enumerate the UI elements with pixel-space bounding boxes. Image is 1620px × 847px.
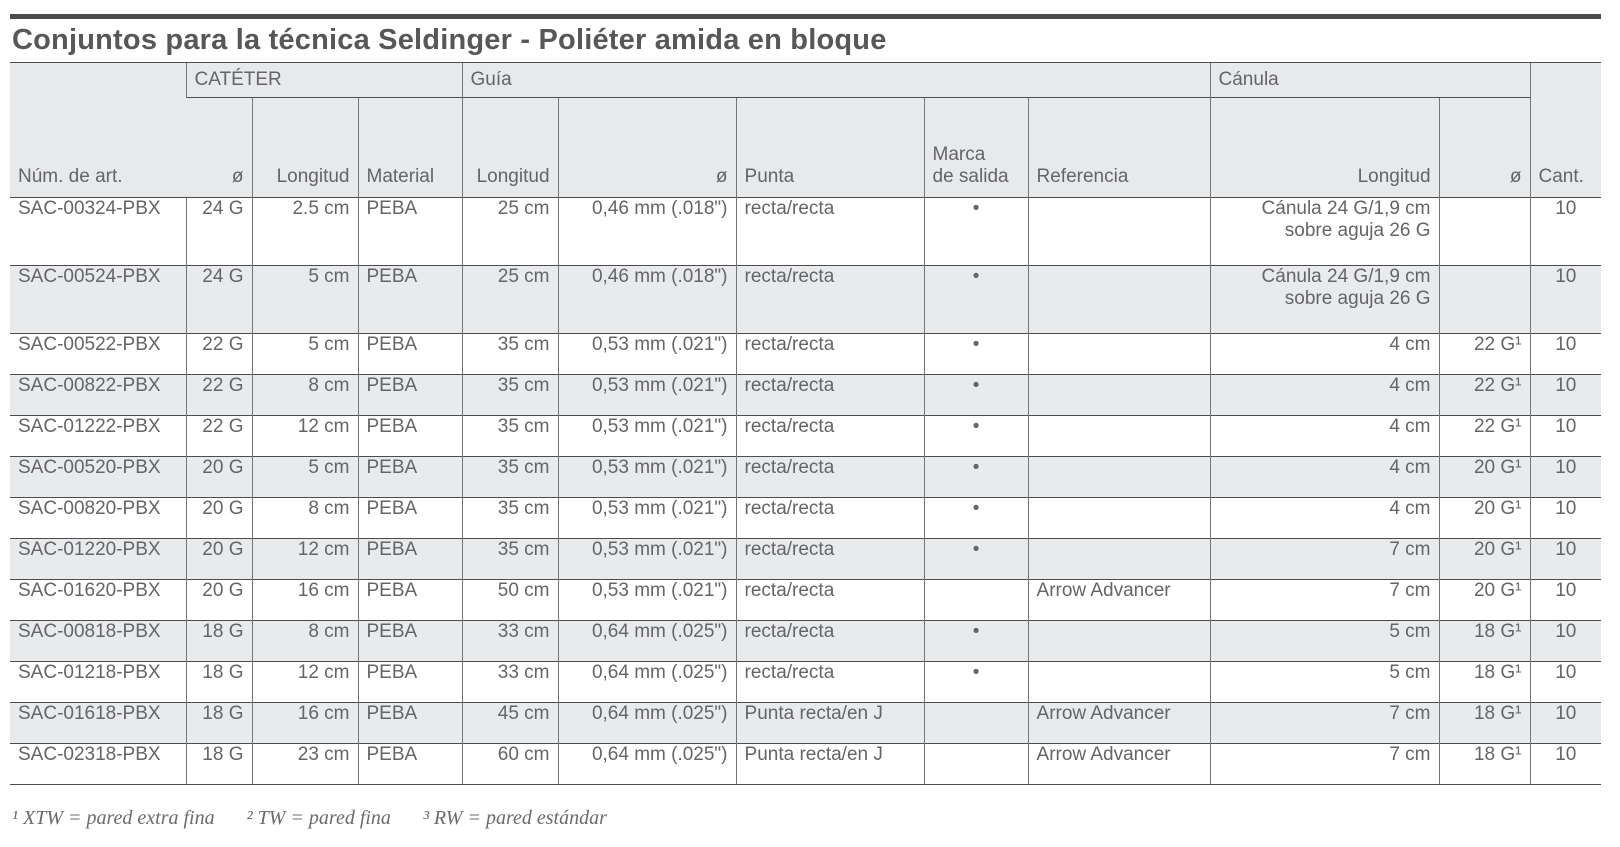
cell-guide-diameter: 0,64 mm (.025") xyxy=(558,744,736,785)
cell-material: PEBA xyxy=(358,621,462,662)
cell-exit-mark: • xyxy=(924,334,1028,375)
cell-num-art: SAC-00820-PBX xyxy=(10,498,186,539)
footnote: ¹ XTW = pared extra fina xyxy=(12,807,215,829)
cell-cannula-diameter: 20 G¹ xyxy=(1439,539,1530,580)
cell-exit-mark: • xyxy=(924,621,1028,662)
cell-material: PEBA xyxy=(358,457,462,498)
table-body xyxy=(10,198,1601,785)
col-header-material: Material xyxy=(358,98,462,198)
cell-num-art: SAC-01618-PBX xyxy=(10,703,186,744)
group-header-catheter: CATÉTER xyxy=(186,63,462,98)
cell-exit-mark: • xyxy=(924,539,1028,580)
cell-num-art: SAC-01218-PBX xyxy=(10,662,186,703)
cell-tip: recta/recta xyxy=(736,580,924,621)
cell-cat-diameter: 20 G xyxy=(186,498,252,539)
cell-reference xyxy=(1028,198,1210,266)
footnote: ² TW = pared fina xyxy=(246,807,391,829)
cell-cat-length: 8 cm xyxy=(252,621,358,662)
table-row xyxy=(10,334,1601,375)
cell-cannula-diameter: 18 G¹ xyxy=(1439,744,1530,785)
cell-qty: 10 xyxy=(1530,375,1601,416)
cell-exit-mark: • xyxy=(924,375,1028,416)
cell-cat-length: 5 cm xyxy=(252,334,358,375)
cell-reference xyxy=(1028,539,1210,580)
table-row xyxy=(10,703,1601,744)
cell-cat-diameter: 24 G xyxy=(186,198,252,266)
cell-cat-diameter: 24 G xyxy=(186,266,252,334)
cell-cat-diameter: 18 G xyxy=(186,703,252,744)
cell-reference xyxy=(1028,416,1210,457)
cell-reference xyxy=(1028,334,1210,375)
cell-guide-diameter: 0,53 mm (.021") xyxy=(558,457,736,498)
cell-cannula-diameter: 18 G¹ xyxy=(1439,662,1530,703)
cell-guide-diameter: 0,53 mm (.021") xyxy=(558,498,736,539)
group-header-canula: Cánula xyxy=(1210,63,1530,98)
cell-qty: 10 xyxy=(1530,266,1601,334)
cell-cat-diameter: 22 G xyxy=(186,375,252,416)
cell-cannula-diameter xyxy=(1439,266,1530,334)
cell-exit-mark: • xyxy=(924,266,1028,334)
col-header-exit-mark: Marca de salida xyxy=(924,98,1028,198)
cell-tip: recta/recta xyxy=(736,662,924,703)
cell-cannula-length: 5 cm xyxy=(1210,621,1439,662)
cell-num-art: SAC-00324-PBX xyxy=(10,198,186,266)
cell-num-art: SAC-00524-PBX xyxy=(10,266,186,334)
table-row xyxy=(10,375,1601,416)
cell-cannula-diameter: 18 G¹ xyxy=(1439,703,1530,744)
cell-cat-length: 16 cm xyxy=(252,580,358,621)
cell-num-art: SAC-01620-PBX xyxy=(10,580,186,621)
cell-exit-mark: • xyxy=(924,498,1028,539)
table-row xyxy=(10,539,1601,580)
col-header-cat-length: Longitud xyxy=(252,98,358,198)
cell-tip: Punta recta/en J xyxy=(736,744,924,785)
table-row xyxy=(10,416,1601,457)
table-row xyxy=(10,198,1601,266)
cell-cat-length: 23 cm xyxy=(252,744,358,785)
cell-guide-length: 50 cm xyxy=(462,580,558,621)
table-row xyxy=(10,266,1601,334)
cell-material: PEBA xyxy=(358,266,462,334)
cell-exit-mark xyxy=(924,703,1028,744)
cell-guide-diameter: 0,53 mm (.021") xyxy=(558,334,736,375)
cell-material: PEBA xyxy=(358,662,462,703)
table-header xyxy=(10,63,1601,198)
cell-cannula-length: 4 cm xyxy=(1210,416,1439,457)
col-header-num-art: Núm. de art. xyxy=(10,63,186,198)
cell-cannula-length: 4 cm xyxy=(1210,334,1439,375)
cell-qty: 10 xyxy=(1530,744,1601,785)
cell-guide-length: 33 cm xyxy=(462,662,558,703)
cell-material: PEBA xyxy=(358,416,462,457)
cell-guide-length: 35 cm xyxy=(462,375,558,416)
cell-num-art: SAC-02318-PBX xyxy=(10,744,186,785)
cell-tip: recta/recta xyxy=(736,539,924,580)
cell-cannula-diameter: 22 G¹ xyxy=(1439,375,1530,416)
cell-tip: recta/recta xyxy=(736,416,924,457)
cell-cannula-length: 5 cm xyxy=(1210,662,1439,703)
cell-num-art: SAC-01222-PBX xyxy=(10,416,186,457)
cell-cannula-diameter: 18 G¹ xyxy=(1439,621,1530,662)
cell-qty: 10 xyxy=(1530,662,1601,703)
table-row xyxy=(10,580,1601,621)
cell-cannula-length: 7 cm xyxy=(1210,539,1439,580)
cell-cat-length: 5 cm xyxy=(252,266,358,334)
cell-guide-diameter: 0,53 mm (.021") xyxy=(558,539,736,580)
cell-qty: 10 xyxy=(1530,703,1601,744)
cell-cat-diameter: 22 G xyxy=(186,334,252,375)
cell-cat-diameter: 20 G xyxy=(186,580,252,621)
cell-exit-mark: • xyxy=(924,457,1028,498)
cell-cat-length: 12 cm xyxy=(252,416,358,457)
cell-reference xyxy=(1028,662,1210,703)
cell-guide-diameter: 0,53 mm (.021") xyxy=(558,375,736,416)
cell-cannula-length: Cánula 24 G/1,9 cm sobre aguja 26 G xyxy=(1210,198,1439,266)
cell-cannula-length: 7 cm xyxy=(1210,580,1439,621)
col-header-guide-diameter: ø xyxy=(558,98,736,198)
cell-tip: Punta recta/en J xyxy=(736,703,924,744)
cell-reference xyxy=(1028,266,1210,334)
cell-guide-length: 35 cm xyxy=(462,539,558,580)
cell-tip: recta/recta xyxy=(736,334,924,375)
cell-material: PEBA xyxy=(358,498,462,539)
cell-guide-diameter: 0,53 mm (.021") xyxy=(558,416,736,457)
cell-num-art: SAC-00522-PBX xyxy=(10,334,186,375)
cell-guide-length: 35 cm xyxy=(462,498,558,539)
cell-guide-length: 35 cm xyxy=(462,334,558,375)
cell-guide-diameter: 0,46 mm (.018") xyxy=(558,266,736,334)
col-header-cant: Cant. xyxy=(1530,63,1601,198)
cell-exit-mark: • xyxy=(924,198,1028,266)
cell-reference: Arrow Advancer xyxy=(1028,703,1210,744)
cell-num-art: SAC-00822-PBX xyxy=(10,375,186,416)
cell-material: PEBA xyxy=(358,744,462,785)
col-header-cat-diameter: ø xyxy=(186,98,252,198)
group-header-guia: Guía xyxy=(462,63,1210,98)
cell-cat-diameter: 18 G xyxy=(186,662,252,703)
cell-cat-diameter: 18 G xyxy=(186,744,252,785)
page-title: Conjuntos para la técnica Seldinger - Poliéter amida en bloque xyxy=(12,24,887,56)
cell-cannula-diameter: 20 G¹ xyxy=(1439,457,1530,498)
cell-qty: 10 xyxy=(1530,334,1601,375)
cell-exit-mark xyxy=(924,580,1028,621)
cell-cannula-diameter xyxy=(1439,198,1530,266)
cell-material: PEBA xyxy=(358,198,462,266)
cell-tip: recta/recta xyxy=(736,498,924,539)
cell-qty: 10 xyxy=(1530,621,1601,662)
cell-cannula-length: 4 cm xyxy=(1210,375,1439,416)
cell-guide-diameter: 0,64 mm (.025") xyxy=(558,621,736,662)
cell-num-art: SAC-01220-PBX xyxy=(10,539,186,580)
table-row xyxy=(10,621,1601,662)
cell-exit-mark: • xyxy=(924,662,1028,703)
cell-qty: 10 xyxy=(1530,580,1601,621)
col-header-tip: Punta xyxy=(736,98,924,198)
cell-material: PEBA xyxy=(358,580,462,621)
table-row xyxy=(10,457,1601,498)
cell-qty: 10 xyxy=(1530,457,1601,498)
col-header-guide-length: Longitud xyxy=(462,98,558,198)
cell-cat-length: 8 cm xyxy=(252,375,358,416)
cell-cannula-diameter: 20 G¹ xyxy=(1439,498,1530,539)
cell-material: PEBA xyxy=(358,334,462,375)
cell-guide-length: 35 cm xyxy=(462,457,558,498)
cell-cannula-length: 7 cm xyxy=(1210,744,1439,785)
cell-cannula-length: Cánula 24 G/1,9 cm sobre aguja 26 G xyxy=(1210,266,1439,334)
col-header-cannula-diameter: ø xyxy=(1439,98,1530,198)
cell-guide-diameter: 0,64 mm (.025") xyxy=(558,662,736,703)
cell-reference: Arrow Advancer xyxy=(1028,744,1210,785)
cell-tip: recta/recta xyxy=(736,621,924,662)
cell-cannula-diameter: 22 G¹ xyxy=(1439,334,1530,375)
cell-cat-length: 5 cm xyxy=(252,457,358,498)
cell-guide-length: 60 cm xyxy=(462,744,558,785)
cell-reference xyxy=(1028,621,1210,662)
cell-num-art: SAC-00818-PBX xyxy=(10,621,186,662)
cell-qty: 10 xyxy=(1530,498,1601,539)
cell-reference xyxy=(1028,457,1210,498)
col-header-cannula-length: Longitud xyxy=(1210,98,1439,198)
footnote: ³ RW = pared estándar xyxy=(422,807,607,829)
cell-tip: recta/recta xyxy=(736,266,924,334)
cell-guide-length: 25 cm xyxy=(462,266,558,334)
cell-exit-mark xyxy=(924,744,1028,785)
product-table xyxy=(10,62,1601,785)
cell-material: PEBA xyxy=(358,539,462,580)
cell-cannula-length: 4 cm xyxy=(1210,457,1439,498)
cell-cat-length: 16 cm xyxy=(252,703,358,744)
cell-tip: recta/recta xyxy=(736,198,924,266)
cell-cannula-length: 7 cm xyxy=(1210,703,1439,744)
col-header-reference: Referencia xyxy=(1028,98,1210,198)
cell-qty: 10 xyxy=(1530,539,1601,580)
cell-guide-length: 25 cm xyxy=(462,198,558,266)
cell-guide-diameter: 0,64 mm (.025") xyxy=(558,703,736,744)
cell-cannula-diameter: 20 G¹ xyxy=(1439,580,1530,621)
table-row xyxy=(10,498,1601,539)
cell-reference: Arrow Advancer xyxy=(1028,580,1210,621)
cell-cat-diameter: 22 G xyxy=(186,416,252,457)
footnotes xyxy=(12,807,1606,830)
cell-cannula-diameter: 22 G¹ xyxy=(1439,416,1530,457)
cell-guide-diameter: 0,46 mm (.018") xyxy=(558,198,736,266)
cell-reference xyxy=(1028,375,1210,416)
cell-tip: recta/recta xyxy=(736,375,924,416)
table-row xyxy=(10,662,1601,703)
cell-qty: 10 xyxy=(1530,198,1601,266)
cell-reference xyxy=(1028,498,1210,539)
cell-guide-length: 33 cm xyxy=(462,621,558,662)
cell-cat-length: 12 cm xyxy=(252,662,358,703)
cell-cat-diameter: 20 G xyxy=(186,539,252,580)
column-header-row xyxy=(10,98,1601,198)
cell-guide-length: 45 cm xyxy=(462,703,558,744)
cell-cat-length: 2.5 cm xyxy=(252,198,358,266)
cell-guide-length: 35 cm xyxy=(462,416,558,457)
cell-cat-diameter: 18 G xyxy=(186,621,252,662)
cell-cat-length: 12 cm xyxy=(252,539,358,580)
cell-tip: recta/recta xyxy=(736,457,924,498)
cell-cannula-length: 4 cm xyxy=(1210,498,1439,539)
cell-material: PEBA xyxy=(358,375,462,416)
cell-exit-mark: • xyxy=(924,416,1028,457)
cell-cat-diameter: 20 G xyxy=(186,457,252,498)
cell-cat-length: 8 cm xyxy=(252,498,358,539)
cell-material: PEBA xyxy=(358,703,462,744)
group-header-row xyxy=(10,63,1601,98)
table-row xyxy=(10,744,1601,785)
cell-guide-diameter: 0,53 mm (.021") xyxy=(558,580,736,621)
cell-qty: 10 xyxy=(1530,416,1601,457)
cell-num-art: SAC-00520-PBX xyxy=(10,457,186,498)
